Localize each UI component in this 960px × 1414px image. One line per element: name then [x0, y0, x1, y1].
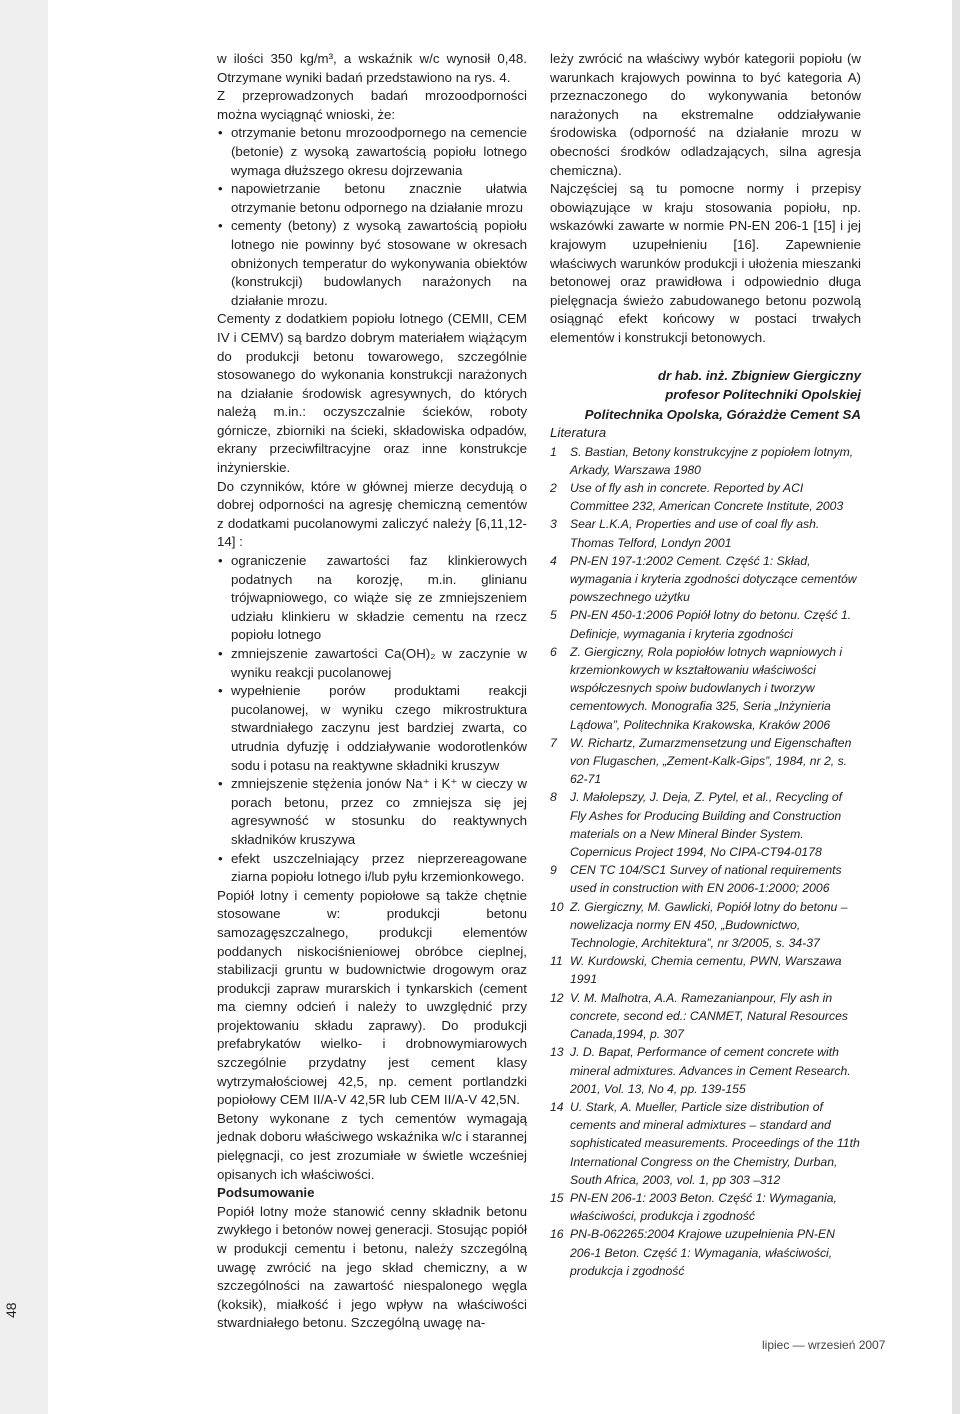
reference-item — [550, 515, 861, 551]
reference-item — [550, 643, 861, 734]
bullet-item: • ograniczenie zawartości faz klinkierowych podatnych na korozję, m.in. glinianu trójwapniowego, co wiąże się ze zmniejszeniem udziału klinkieru w składzie cementu na rzecz popiołu lotnego — [217, 552, 527, 645]
reference-text: V. M. Malhotra, A.A. Ramezanianpour, Fly ash in concrete, second ed.: CANMET, Natural Resources Canada,1994, p. 307 — [570, 990, 848, 1042]
reference-item — [550, 606, 861, 642]
reference-number: 12 — [550, 990, 564, 1005]
side-margin-strip — [0, 0, 48, 1414]
reference-number: 14 — [550, 1099, 564, 1114]
reference-text: J. Małolepszy, J. Deja, Z. Pytel, et al., Recycling of Fly Ashes for Producing Building and Construction materials on a New Mineral Binder System. Copernicus Project 1994, No CIPA-CT94-0178 — [570, 790, 843, 860]
reference-number: 1 — [550, 444, 557, 459]
reference-number: 4 — [550, 553, 557, 568]
reference-item — [550, 734, 861, 789]
right-margin-strip — [952, 0, 960, 1414]
reference-item — [550, 1098, 861, 1189]
reference-number: 16 — [550, 1227, 564, 1242]
references-list — [550, 443, 861, 1280]
reference-item — [550, 1189, 861, 1225]
bullet-list — [217, 124, 527, 310]
reference-text: J. D. Bapat, Performance of cement concrete with mineral admixtures. Advances in Cement Research. 2001, Vol. 13, No 4, pp. 139-155 — [570, 1045, 851, 1096]
reference-text: PN-EN 206-1: 2003 Beton. Część 1: Wymagania, właściwości, produkcja i zgodność — [570, 1190, 837, 1224]
section-heading: Podsumowanie — [217, 1185, 315, 1201]
reference-text: CEN TC 104/SC1 Survey of national requirements used in construction with EN 2006-1:2000; 2006 — [570, 863, 842, 896]
reference-number: 2 — [550, 481, 557, 495]
reference-number: 6 — [550, 644, 557, 659]
reference-number: 13 — [550, 1045, 564, 1060]
footer-issue-date: lipiec — wrzesień 2007 — [762, 1338, 886, 1352]
reference-number: 5 — [550, 608, 557, 623]
paragraph: Najczęściej są tu pomocne normy i przepisy obowiązujące w kraju stosowania popiołu, np. wskazówki zawarte w normie PN-EN 206-1 [15] i jej krajowym uzupełnieniu [16]. Zapewnienie właściwych warunków produkcji i ułożenia mieszanki betonowej oraz prawidłowa i odpowiednio długa pielęgnacja świeżo zabudowanego betonu pozwolą osiągnąć efekt końcowy w postaci trwałych elementów i konstrukcji betonowych. — [550, 181, 861, 345]
reference-number: 15 — [550, 1190, 564, 1205]
reference-number: 11 — [550, 954, 563, 969]
bullet-list — [217, 552, 527, 887]
reference-item — [550, 861, 861, 897]
author-title: profesor Politechniki Opolskiej — [665, 387, 861, 402]
references-heading: Literatura — [550, 425, 607, 440]
reference-text: Z. Giergiczny, Rola popiołów lotnych wapniowych i krzemionkowych w kształtowaniu właściwości współczesnych spoiw budowlanych i tworzyw cementowych. Monografia 325, Seria „Inżynieria Lądowa”, Politechnika Krakowska, Kraków 2006 — [570, 644, 843, 732]
reference-text: PN-EN 197-1:2002 Cement. Część 1: Skład, wymagania i kryteria zgodności dotyczące cementów powszechnego użytku — [570, 553, 857, 605]
reference-text: S. Bastian, Betony konstrukcyjne z popiołem lotnym, Arkady, Warszawa 1980 — [570, 444, 854, 477]
reference-number: 9 — [550, 863, 557, 878]
reference-item — [550, 1043, 861, 1098]
author-affiliation: Politechnika Opolska, Górażdże Cement SA — [584, 406, 861, 422]
reference-item — [550, 989, 861, 1044]
reference-text: Z. Giergiczny, M. Gawlicki, Popiół lotny do betonu – nowelizacja normy EN 450, „Budownictwo, Technologie, Architektura”, nr 3/2005, s. 34-37 — [570, 899, 848, 951]
paragraph: Z przeprowadzonych badań mrozoodporności można wyciągnąć wnioski, że: — [217, 88, 527, 122]
reference-item — [550, 1225, 861, 1280]
right-column — [550, 50, 861, 1280]
paragraph: Do czynników, które w głównej mierze decydują o dobrej odporności na agresję chemiczną cementów z dodatkami pucolanowymi zaliczyć należy [6,11,12-14] : — [217, 478, 527, 550]
bullet-item: • zmniejszenie stężenia jonów Na⁺ i K⁺ w cieczy w porach betonu, przez co zmniejsza się jej agresywność w stosunku do reaktywnych składników kruszywa — [217, 775, 527, 849]
author-signature — [550, 366, 861, 425]
reference-text: PN-EN 450-1:2006 Popiół lotny do betonu. Część 1. Definicje, wymagania i kryteria zgodności — [570, 608, 852, 641]
reference-item — [550, 443, 861, 479]
reference-number: 10 — [550, 899, 564, 914]
paragraph: Cementy z dodatkiem popiołu lotnego (CEMII, CEM IV i CEMV) są bardzo dobrym materiałem wiążącym do produkcji betonu towarowego, szczególnie stosowanego do wykonania konstrukcji narażonych na działanie środowisk agresywnych, do których należą m.in.: oczyszczalnie ścieków, roboty górnicze, zbiorniki na ścieki, składowiska odpadów, ekrany przeciwfiltracyjne oraz inne konstrukcje inżynierskie. — [217, 311, 527, 476]
bullet-item: • zmniejszenie zawartości Ca(OH)₂ w zaczynie w wyniku reakcji pucolanowej — [217, 645, 527, 682]
paragraph: w ilości 350 kg/m³, a wskaźnik w/c wynosił 0,48. Otrzymane wyniki badań przedstawiono na rys. 4. — [217, 51, 527, 85]
bullet-item: • otrzymanie betonu mrozoodpornego na cemencie (betonie) z wysoką zawartością popiołu lotnego wymaga dłuższego okresu dojrzewania — [217, 124, 527, 180]
reference-number: 8 — [550, 790, 557, 805]
reference-text: PN-B-062265:2004 Krajowe uzupełnienia PN-EN 206-1 Beton. Część 1: Wymagania, właściwości, produkcja i zgodność — [570, 1227, 835, 1278]
reference-text: Sear L.K.A, Properties and use of coal fly ash. Thomas Telford, Londyn 2001 — [570, 517, 820, 550]
reference-number: 7 — [550, 735, 557, 750]
reference-item — [550, 898, 861, 953]
author-name: dr hab. inż. Zbigniew Giergiczny — [657, 367, 861, 383]
page-number: 48 — [3, 1302, 19, 1318]
reference-item — [550, 788, 861, 861]
paragraph: Betony wykonane z tych cementów wymagają jednak doboru właściwego wskaźnika w/c i starannej pielęgnacji, co jest zrozumiałe w świetle wcześniej opisanych ich właściwości. — [217, 1110, 527, 1182]
reference-text: W. Richartz, Zumarzmensetzung und Eigenschaften von Flugaschen, „Zement-Kalk-Gips”, 1984, nr 2, s. 62-71 — [570, 735, 852, 787]
reference-text: W. Kurdowski, Chemia cementu, PWN, Warszawa 1991 — [570, 954, 842, 987]
reference-item — [550, 952, 861, 988]
reference-number: 3 — [550, 517, 557, 532]
bullet-item: • efekt uszczelniający przez nieprzereagowane ziarna popiołu lotnego i/lub pyłu krzemionkowego. — [217, 850, 527, 887]
paragraph: Popiół lotny może stanowić cenny składnik betonu zwykłego i betonów nowej generacji. Stosując popiół w produkcji cementu i betonu, należy szczególną uwagę zwrócić na jego skład chemiczny, a w szczególności na zawartość niespalonego węgla (koksik), miałkość i jego wpływ na właściwości stwardniałego betonu. Szczególną uwagę na- — [217, 1203, 527, 1331]
bullet-item: • wypełnienie porów produktami reakcji pucolanowej, w wyniku czego mikrostruktura stwardniałego zaczynu jest bardziej zwarta, co utrudnia dyfuzję i oddziaływanie wodorotlenków sodu i potasu na reaktywne składniki kruszyw — [217, 682, 527, 775]
reference-text: Use of fly ash in concrete. Reported by ACI Committee 232, American Concrete Institute, 2003 — [570, 481, 844, 514]
paragraph: leży zwrócić na właściwy wybór kategorii popiołu (w warunkach krajowych powinna to być kategoria A) przeznaczonego do wykonywania betonów narażonych na ekstremalne oddziaływanie środowiska (odporność na działanie mrozu w obecności środków odladzających, silna agresja chemiczna). — [550, 51, 861, 178]
bullet-item: • napowietrzanie betonu znacznie ułatwia otrzymanie betonu odpornego na działanie mrozu — [217, 180, 527, 217]
reference-item — [550, 479, 861, 515]
paragraph: Popiół lotny i cementy popiołowe są także chętnie stosowane w: produkcji betonu samozagęszczalnego, produkcji elementów poddanych niskociśnieniowej obróbce cieplnej, stabilizacji gruntu w budownictwie drogowym oraz produkcji zapraw murarskich i tynkarskich (cement ma ciemny odcień i należy to uwzględnić przy projektowaniu składu zaprawy). Do produkcji prefabrykatów wielko- i drobnowymiarowych szczególnie przydatny jest cement klasy wytrzymałościowej 42,5, np. cement portlandzki popiołowy CEM II/A-V 42,5R lub CEM II/A-V 42,5N. — [217, 887, 527, 1108]
bullet-item: • cementy (betony) z wysoką zawartością popiołu lotnego nie powinny być stosowane w okresach obniżonych temperatur do wykonywania obiektów (konstrukcji) budowlanych narażonych na działanie mrozu. — [217, 217, 527, 310]
left-column — [217, 50, 527, 1333]
reference-item — [550, 552, 861, 607]
reference-text: U. Stark, A. Mueller, Particle size distribution of cements and mineral admixtures – standard and sophisticated measurements. Proceedings of the 11th International Congress on the Chemistry, Durban, South Africa, 2003, vol. 1, pp 303 –312 — [570, 1099, 860, 1187]
